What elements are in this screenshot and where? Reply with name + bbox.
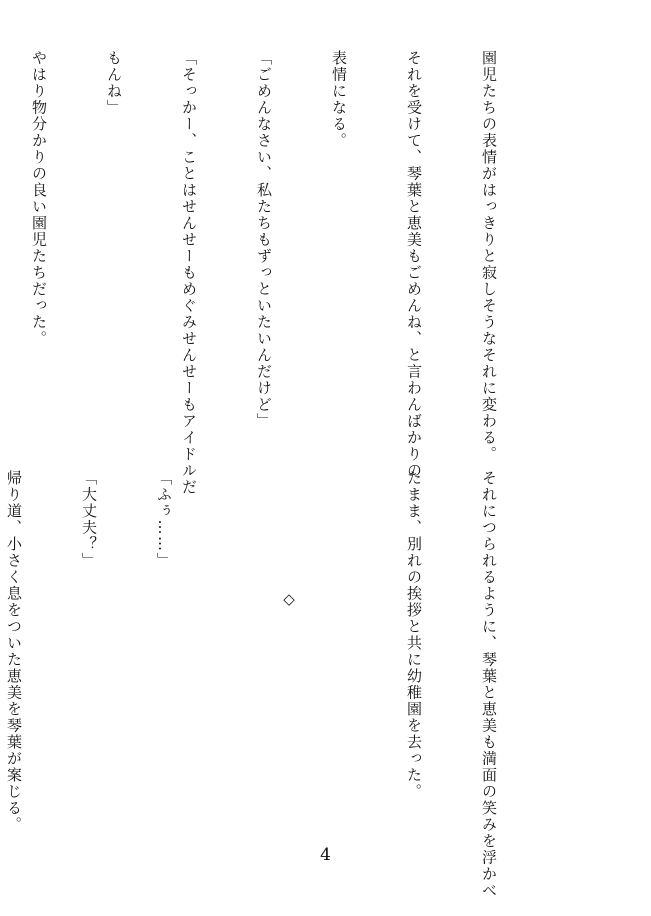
text-line: 帰り道、小さく息をついた恵美を琴葉が案じる。	[5, 470, 23, 833]
text-line: それを受けて、琴葉と恵美もごめんね、と言わんばかりの	[405, 50, 423, 479]
text-line: 表情になる。	[330, 50, 348, 149]
text-line: もんね」	[105, 50, 123, 116]
text-block-top	[30, 50, 551, 496]
text-line: それにつられるように、琴葉と恵美も満面の笑みを浮かべ	[480, 470, 498, 899]
text-line: やはり物分かりの良い園児たちだった。	[30, 50, 48, 347]
scene-break-diamond: ◇	[280, 590, 298, 610]
text-block-bottom	[5, 470, 551, 899]
text-line: 「ふぅ……」	[155, 470, 173, 569]
page-number: 4	[320, 845, 331, 865]
text-line: 「ごめんなさい、私たちもずっといたいんだけど」	[255, 50, 273, 430]
text-line: 園児たちの表情がはっきりと寂しそうなそれに変わる。	[480, 50, 498, 463]
text-line: 「そっかー、ことはせんせーもめぐみせんせーもアイドルだ	[180, 50, 198, 496]
text-line: 「大丈夫？」	[80, 470, 98, 569]
text-line: たまま、別れの挨拶と共に幼稚園を去った。	[405, 470, 423, 800]
